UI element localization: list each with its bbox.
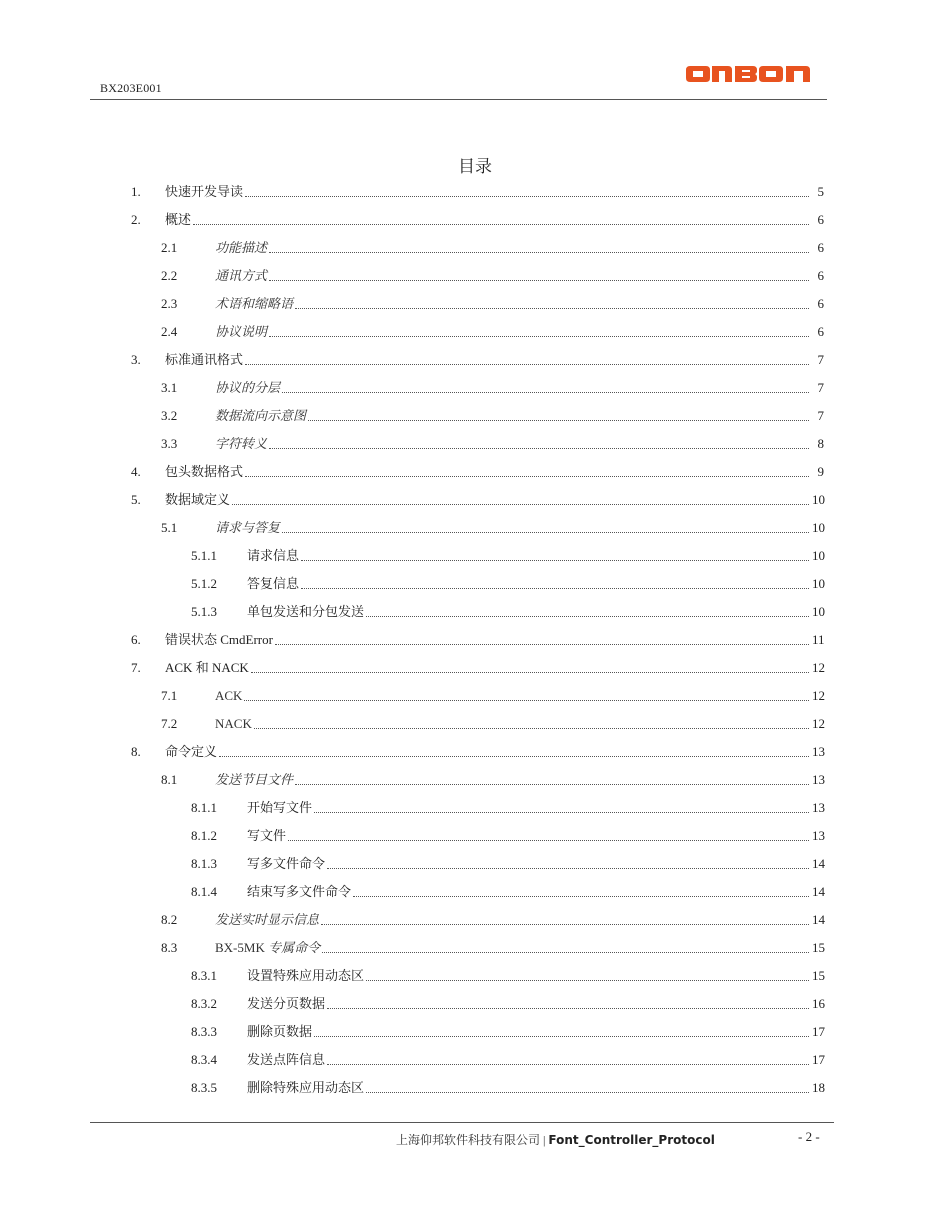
toc-dot-leader	[288, 840, 809, 841]
toc-entry[interactable]	[131, 630, 825, 650]
toc-entry-number: 7.1	[161, 688, 178, 703]
toc-entry[interactable]	[161, 294, 824, 314]
toc-entry-title: 请求信息	[247, 548, 300, 563]
toc-entry-title: 请求与答复	[215, 520, 281, 535]
toc-dot-leader	[366, 980, 809, 981]
toc-entry[interactable]	[161, 714, 825, 734]
page-number: - 2 -	[798, 1129, 820, 1144]
toc-entry-number: 8.3	[161, 940, 178, 955]
toc-entry-title: ACK 和 NACK	[165, 660, 249, 675]
toc-entry-page: 11	[812, 632, 825, 647]
toc-entry-title: 结束写多文件命令	[247, 884, 352, 899]
toc-entry[interactable]	[131, 350, 824, 370]
toc-entry-number: 8.3.4	[191, 1052, 217, 1067]
toc-entry-number: 8.1	[161, 772, 178, 787]
toc-entry[interactable]	[161, 938, 825, 958]
toc-dot-leader	[269, 280, 809, 281]
toc-entry[interactable]	[161, 910, 825, 930]
toc-entry-number: 6.	[131, 632, 141, 647]
toc-entry[interactable]	[161, 434, 824, 454]
footer-company: 上海仰邦软件科技有限公司	[396, 1133, 541, 1147]
toc-entry-page: 10	[812, 576, 825, 591]
toc-entry-page: 8	[817, 436, 824, 451]
toc-entry-number: 3.1	[161, 380, 178, 395]
toc-dot-leader	[295, 784, 809, 785]
toc-entry[interactable]	[191, 1022, 825, 1042]
toc-dot-leader	[308, 420, 809, 421]
toc-entry-title: 数据域定义	[165, 492, 231, 507]
toc-entry-number: 8.3.3	[191, 1024, 217, 1039]
toc-entry-page: 15	[812, 940, 825, 955]
toc-entry-title: ACK	[215, 688, 243, 703]
toc-entry-number: 2.3	[161, 296, 178, 311]
toc-entry-page: 10	[812, 604, 825, 619]
toc-dot-leader	[282, 532, 809, 533]
toc-entry-title: 设置特殊应用动态区	[247, 968, 365, 983]
toc-dot-leader	[232, 504, 809, 505]
toc-entry-title: 发送分页数据	[247, 996, 326, 1011]
toc-entry[interactable]	[161, 518, 825, 538]
toc-entry[interactable]	[161, 406, 824, 426]
toc-entry-page: 10	[812, 520, 825, 535]
toc-entry-title: BX-5MK 专属命令	[215, 940, 321, 955]
toc-entry-number: 8.2	[161, 912, 178, 927]
toc-entry-number: 5.1.2	[191, 576, 217, 591]
toc-dot-leader	[269, 336, 809, 337]
toc-dot-leader	[353, 896, 809, 897]
document-code: BX203E001	[100, 81, 162, 95]
toc-entry-title: 答复信息	[247, 576, 300, 591]
toc-entry-number: 2.2	[161, 268, 178, 283]
toc-entry-page: 14	[812, 856, 825, 871]
toc-entry-page: 12	[812, 716, 825, 731]
toc-entry-page: 6	[817, 324, 824, 339]
toc-entry[interactable]	[161, 378, 824, 398]
toc-entry-number: 8.1.4	[191, 884, 217, 899]
toc-entry-title: 写文件	[247, 828, 287, 843]
toc-dot-leader	[321, 924, 809, 925]
toc-entry-title: 数据流向示意图	[215, 408, 307, 423]
toc-title: 目录	[458, 157, 492, 176]
toc-entry-number: 8.	[131, 744, 141, 759]
toc-entry-number: 2.	[131, 212, 141, 227]
toc-entry-number: 7.2	[161, 716, 178, 731]
toc-entry-page: 12	[812, 660, 825, 675]
toc-dot-leader	[282, 392, 809, 393]
toc-entry-number: 3.	[131, 352, 141, 367]
toc-entry[interactable]	[131, 210, 824, 230]
toc-dot-leader	[327, 1064, 809, 1065]
toc-entry-number: 2.1	[161, 240, 178, 255]
toc-entry-title: 删除页数据	[247, 1024, 313, 1039]
footer-text	[396, 1131, 715, 1148]
toc-entry-page: 17	[812, 1024, 825, 1039]
toc-entry[interactable]	[191, 574, 825, 594]
toc-dot-leader	[366, 1092, 809, 1093]
toc-entry-page: 17	[812, 1052, 825, 1067]
footer-separator: |	[543, 1133, 546, 1147]
toc-entry-number: 8.1.1	[191, 800, 217, 815]
toc-entry-page: 12	[812, 688, 825, 703]
toc-entry-number: 3.2	[161, 408, 178, 423]
toc-entry[interactable]	[161, 266, 824, 286]
toc-entry-page: 6	[817, 268, 824, 283]
toc-dot-leader	[314, 1036, 809, 1037]
header-rule	[90, 99, 827, 100]
toc-entry-title: 字符转义	[215, 436, 268, 451]
toc-entry[interactable]	[131, 742, 825, 762]
toc-entry-page: 9	[817, 464, 824, 479]
toc-dot-leader	[245, 476, 809, 477]
toc-entry-title: 协议的分层	[215, 380, 281, 395]
toc-dot-leader	[314, 812, 809, 813]
toc-entry[interactable]	[161, 238, 824, 258]
toc-entry[interactable]	[161, 770, 825, 790]
toc-entry-page: 16	[812, 996, 825, 1011]
toc-entry-page: 5	[817, 184, 824, 199]
toc-entry[interactable]	[161, 686, 825, 706]
toc-entry-number: 8.3.1	[191, 968, 217, 983]
toc-entry-page: 6	[817, 240, 824, 255]
toc-entry-title: 发送节目文件	[215, 772, 294, 787]
toc-entry[interactable]	[191, 602, 825, 622]
toc-entry-page: 7	[817, 352, 824, 367]
toc-dot-leader	[251, 672, 809, 673]
toc-entry-number: 4.	[131, 464, 141, 479]
toc-entry-title: 单包发送和分包发送	[247, 604, 365, 619]
toc-entry[interactable]	[191, 798, 825, 818]
toc-entry-title: 发送点阵信息	[247, 1052, 326, 1067]
toc-entry-number: 8.1.3	[191, 856, 217, 871]
toc-entry[interactable]	[131, 182, 824, 202]
toc-entry-number: 2.4	[161, 324, 178, 339]
footer-rule	[90, 1122, 834, 1123]
toc-entry[interactable]	[191, 1078, 825, 1098]
toc-entry[interactable]	[131, 658, 825, 678]
toc-entry-page: 7	[817, 380, 824, 395]
toc-entry[interactable]	[191, 966, 825, 986]
toc-dot-leader	[245, 364, 809, 365]
toc-entry-number: 5.1	[161, 520, 178, 535]
toc-entry[interactable]	[131, 490, 825, 510]
toc-dot-leader	[301, 560, 809, 561]
toc-dot-leader	[219, 756, 809, 757]
toc-entry[interactable]	[161, 322, 824, 342]
toc-entry-title: 写多文件命令	[247, 856, 326, 871]
toc-entry-page: 13	[812, 828, 825, 843]
toc-entry[interactable]	[191, 882, 825, 902]
toc-entry-number: 1.	[131, 184, 141, 199]
toc-entry-number: 8.1.2	[191, 828, 217, 843]
toc-entry-title: 标准通讯格式	[165, 352, 244, 367]
toc-entry-title: 删除特殊应用动态区	[247, 1080, 365, 1095]
toc-dot-leader	[275, 644, 809, 645]
toc-entry-page: 13	[812, 800, 825, 815]
toc-dot-leader	[327, 1008, 809, 1009]
logo-mark	[686, 66, 810, 82]
toc-entry-title: 协议说明	[215, 324, 268, 339]
toc-entry-title: 错误状态 CmdError	[165, 632, 273, 647]
toc-dot-leader	[301, 588, 809, 589]
onbon-logo	[686, 64, 812, 84]
toc-entry-number: 5.	[131, 492, 141, 507]
toc-entry-number: 8.3.2	[191, 996, 217, 1011]
toc-entry-page: 18	[812, 1080, 825, 1095]
toc-entry-page: 15	[812, 968, 825, 983]
toc-entry-title: 功能描述	[215, 240, 268, 255]
toc-entry-title: 开始写文件	[247, 800, 313, 815]
toc-entry-number: 3.3	[161, 436, 178, 451]
toc-entry-page: 6	[817, 296, 824, 311]
toc-dot-leader	[269, 252, 809, 253]
toc-entry[interactable]	[191, 826, 825, 846]
toc-entry-title: 包头数据格式	[165, 464, 244, 479]
toc-entry-number: 7.	[131, 660, 141, 675]
toc-entry-title: 快速开发导读	[165, 184, 244, 199]
footer-protocol: Font_Controller_Protocol	[548, 1133, 715, 1147]
toc-entry-page: 7	[817, 408, 824, 423]
toc-entry-number: 5.1.3	[191, 604, 217, 619]
toc-entry[interactable]	[191, 1050, 825, 1070]
toc-entry[interactable]	[191, 994, 825, 1014]
toc-entry-page: 10	[812, 492, 825, 507]
toc-entry-page: 10	[812, 548, 825, 563]
toc-entry-number: 5.1.1	[191, 548, 217, 563]
toc-entry-title: 概述	[165, 212, 192, 227]
toc-dot-leader	[327, 868, 809, 869]
toc-entry[interactable]	[191, 546, 825, 566]
toc-dot-leader	[193, 224, 809, 225]
toc-dot-leader	[295, 308, 809, 309]
toc-entry-title: 术语和缩略语	[215, 296, 294, 311]
toc-dot-leader	[366, 616, 809, 617]
toc-entry[interactable]	[191, 854, 825, 874]
toc-entry-number: 8.3.5	[191, 1080, 217, 1095]
toc-entry-page: 6	[817, 212, 824, 227]
toc-entry-page: 14	[812, 912, 825, 927]
toc-dot-leader	[269, 448, 809, 449]
toc-entry-title: 发送实时显示信息	[215, 912, 320, 927]
toc-entry-title: 命令定义	[165, 744, 218, 759]
toc-entry-page: 13	[812, 744, 825, 759]
toc-dot-leader	[245, 196, 809, 197]
toc-entry-page: 14	[812, 884, 825, 899]
toc-entry-title: 通讯方式	[215, 268, 268, 283]
toc-dot-leader	[254, 728, 809, 729]
toc-dot-leader	[244, 700, 809, 701]
toc-entry[interactable]	[131, 462, 824, 482]
toc-entry-page: 13	[812, 772, 825, 787]
toc-dot-leader	[322, 952, 809, 953]
toc-entry-title: NACK	[215, 716, 252, 731]
